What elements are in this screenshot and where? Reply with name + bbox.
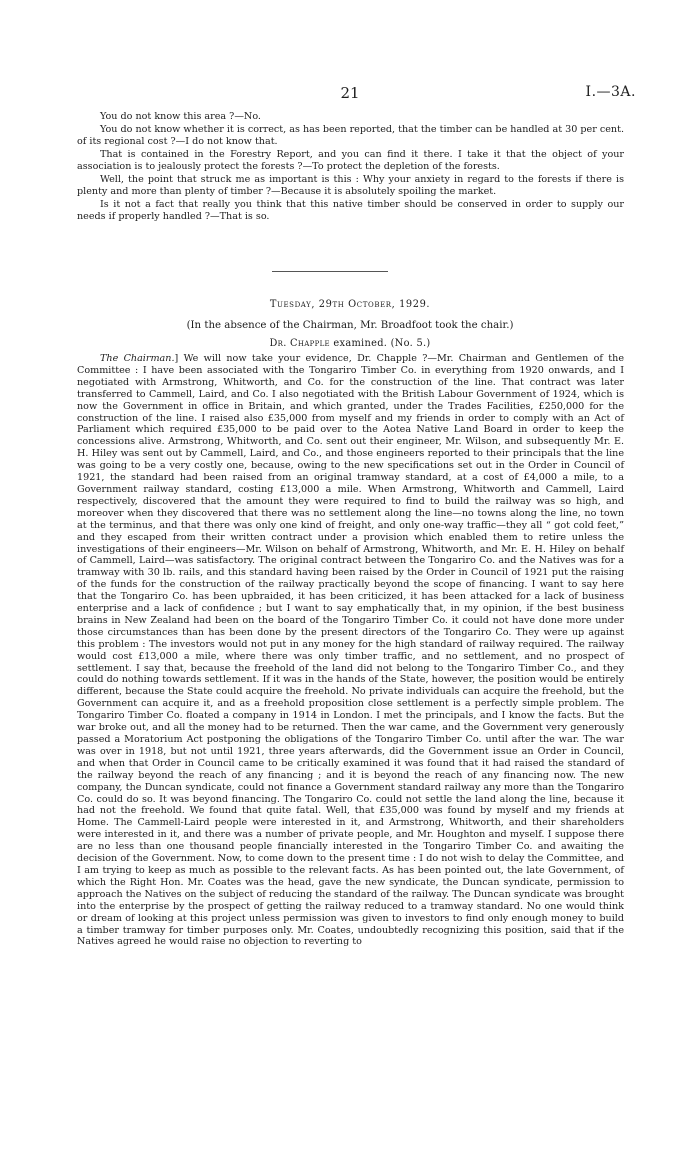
speaker-label: The Chairman. [100, 353, 175, 364]
chair-note: (In the absence of the Chairman, Mr. Broadfoot took the chair.) [186, 320, 514, 331]
evidence-paragraph [77, 353, 624, 948]
qa-paragraph: Well, the point that struck me as important is this : Why your anxiety in regard to the forests if there is plenty and more than plenty of timber ?—Because it is absolutely spoiling the market. [77, 173, 624, 198]
section-divider [272, 271, 388, 272]
page-number: 21 [340, 84, 360, 102]
qa-paragraph: Is it not a fact that really you think that this native timber should be conserved in order to supply our needs if properly handled ?—That is so. [77, 199, 624, 223]
evidence-text: ] We will now take your evidence, Dr. Chapple ?—Mr. Chairman and Gentlemen of the Committee : I have been associated with the Tongariro Timber Co. in everything from 1920 onwards, and I negotiated with Armstrong, Whitworth, and Co. for the construction of the line. That contract was later transferred to Cammell, Laird, and Co. I also negotiated with the British Labour Government of 1924, which is now the Government in office in Britain, and which granted, under the Trades Facilities, £250,000 for the construction of the line. I raised also £35,000 from myself and my friends in order to comply with an Act of Parliament which required £35,000 to be paid over to the Aotea Native Land Board in order to keep the concessions alive. Armstrong, Whitworth, and Co. sent out their engineer, Mr. Wilson, and subsequently Mr. E. H. Hiley was sent out by Cammell, Laird, and Co., and those engineers reported to their principals that the line was going to be a very costly one, because, owing to the new specifications set out in the Order in Council of 1921, the standard had been raised from an original tramway standard, at a cost of £4,000 a mile, to a Government railway standard, costing £13,000 a mile. When Armstrong, Whitworth and Cammell, Laird respectively, discovered that the amount they were required to find to build the railway was so high, and moreover when they discovered that there was no settlement along the line—no towns along the line, no town at the terminus, and that there was only one kind of freight, and only one-way traffic—they all “ got cold feet,” and they escaped from their written contract under a provision which enabled them to retire unless the investigations of their engineers—Mr. Wilson on behalf of Armstrong, Whitworth, and Mr. E. H. Hiley on behalf of Cammell, Laird—was satisfactory. The original contract between the Tongariro Co. and the Natives was for a tramway with 30 lb. rails, and this standard having been raised by the Order in Council of 1921 put the raising of the funds for the construction of the railway practically beyond the scope of financing. I want to say here that the Tongariro Co. has been upbraided, it has been criticized, it has been attacked for a lack of business enterprise and a lack of confidence ; but I want to say emphatically that, in my opinion, if the best business brains in New Zealand had been on the board of the Tongariro Timber Co. it could not have done more under those circumstances than has been done by the present directors of the Tongariro Co. They were up against this problem : The investors would not put in any money for the high standard of railway required. The railway would cost £13,000 a mile, where there was only timber traffic, and no settlement, and no prospect of settlement. I say that, because the freehold of the land did not belong to the Tongariro Timber Co., and they could do nothing towards settlement. If it was in the hands of the State, however, the position would be entirely different, because the State could acquire the freehold. No private individuals can acquire the freehold, but the Government can acquire it, and as a freehold proposition close settlement is a perfectly simple problem. The Tongariro Timber Co. floated a company in 1914 in London. I met the principals, and I know the facts. But the war broke out, and all the money had to be returned. Then the war came, and the Government very generously passed a Moratorium Act postponing the obligations of the Tongariro Timber Co. until after the war. The war was over in 1918, but not until 1921, three years afterwards, did the Government issue an Order in Council, and when that Order in Council came to be critically examined it was found that it had raised the standard of the railway beyond the reach of any financing ; and it is beyond the reach of any financing now. The new company, the Duncan syndicate, could not finance a Government standard railway any more than the Tongariro Co. could do so. It was beyond financing. The Tongariro Co. could not settle the land along the line, because it had not the freehold. We found that quite fatal. Well, that £35,000 was found by myself and my friends at Home. The Cammell-Laird people were interested in it, and Armstrong, Whitworth, and their shareholders were interested in it, and there was a number of private people, and Mr. Houghton and myself. I suppose there are no less than one thousand people financially interested in the Tongariro Timber Co. and awaiting the decision of the Government. Now, to come down to the present time : I do not wish to delay the Committee, and I am trying to keep as much as possible to the relevant facts. As has been pointed out, the late Government, of which the Right Hon. Mr. Coates was the head, gave the new syndicate, the Duncan syndicate, permission to approach the Natives on the subject of reducing the standard of the railway. The Duncan syndicate was brought into the enterprise by the prospect of getting the railway reduced to a tramway standard. No one would think or dream of looking at this project unless permission was given to investors to find only enough money to build a timber tramway for timber purposes only. Mr. Coates, undoubtedly recognizing this position, said that if the Natives agreed he would raise no objection to reverting to [77, 353, 624, 948]
session-date: Tuesday, 29th October, 1929. [269, 299, 431, 310]
question-answer-block [77, 111, 624, 224]
page-header [0, 84, 700, 104]
witness-heading [0, 338, 700, 349]
qa-paragraph: That is contained in the Forestry Report, and you can find it there. I take it that the object of your association is to jealously protect the forests ?—To protect the depletion of the forests. [77, 148, 624, 173]
witness-examined-note: examined. (No. 5.) [329, 338, 431, 349]
document-reference: I.—3A. [585, 84, 636, 100]
qa-paragraph: You do not know whether it is correct, as has been reported, that the timber can be handled at 30 per cent. of its regional cost ?—I do not know that. [77, 123, 624, 148]
witness-name: Dr. Chapple [269, 338, 330, 349]
qa-paragraph: You do not know this area ?—No. [100, 111, 261, 122]
